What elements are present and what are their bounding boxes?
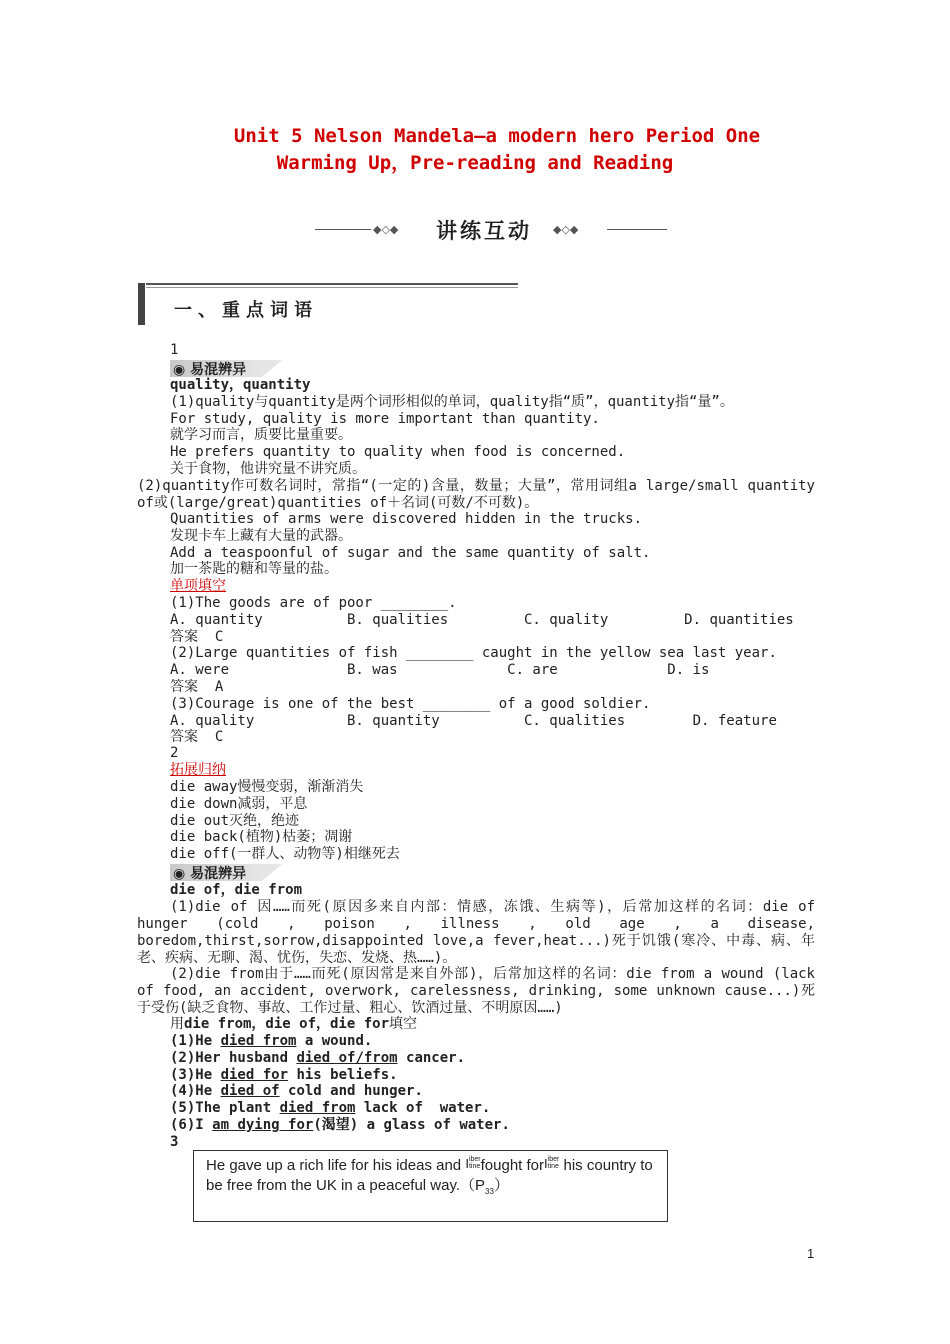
answer: died from (279, 1100, 356, 1117)
confusable-tag (170, 359, 290, 377)
ornament-icon: ◆◇◆ (373, 223, 399, 236)
ruby-mark: I iber tine (465, 1156, 481, 1171)
phrase-line: die off(一群人、动物等)相继死去 (170, 846, 400, 863)
section-banner (315, 212, 667, 246)
title-line-2: Warming Up，Pre-reading and Reading (276, 152, 674, 174)
text-line: A. were B. was C. are D. is (170, 662, 710, 679)
text-line: 单项填空 (170, 578, 226, 595)
text-line: 就学习而言，质要比量重要。 (170, 427, 352, 444)
confusable-tag (170, 863, 290, 881)
text-line: Add a teaspoonful of sugar and the same quantity of salt. (170, 544, 651, 561)
fill-item: (6)I am dying for(渴望) a glass of water. (170, 1117, 510, 1133)
item-number: 1 (170, 342, 179, 358)
text-line: (3)Courage is one of the best ________ of a good soldier. (170, 695, 651, 712)
paragraph: (1)die of 因……而死(原因多来自内部：情感，冻饿、生病等)，后常加这样的名词：die of hunger (cold , poison , illness , old age , a disease, boredom,thirst,sorrow,disappointed love,a fever,heat...)死于饥饿(寒冷、中毒、病、年老、疾病、无聊、渴、忧伤，失恋、发烧、热……)。 (137, 899, 815, 966)
fill-instruction: 用die from，die of，die for填空 (170, 1016, 418, 1032)
phrase-line: die down减弱，平息 (170, 795, 308, 812)
text-line: (1)The goods are of poor ________. (170, 595, 457, 611)
fill-item: (2)Her husband died of/from cancer. (170, 1049, 466, 1066)
text-line: quality，quantity (170, 377, 311, 393)
answer: died of (220, 1083, 280, 1100)
paragraph: (2)die from由于……而死(原因常是来自外部)，后常加这样的名词：die from a wound (lack of food, an accident, overwork, carelessness, drinking, some unknown cause...)死于受伤(缺乏食物、事故、工作过量、粗心、饮酒过量、不明原因……) (137, 966, 815, 1016)
title-line-1: Unit 5 Nelson Mandela—a modern hero Period One (233, 125, 761, 147)
text-line: Quantities of arms were discovered hidden in the trucks. (170, 511, 643, 527)
fill-item: (1)He died from a wound. (170, 1033, 373, 1049)
fill-item: (5)The plant died from lack of water. (170, 1100, 491, 1117)
text-line: 答案 C (170, 628, 224, 645)
text-line: A. quality B. quantity C. qualities D. feature (170, 712, 777, 729)
answer: died of/from (296, 1049, 398, 1066)
section-title: 一、重点词语 (174, 300, 318, 321)
answer: died from (220, 1033, 297, 1049)
answer: died for (220, 1066, 289, 1083)
text-line: He prefers quantity to quality when food is concerned. (170, 444, 626, 461)
tag-label: 易混辨异 (190, 866, 247, 882)
expand-heading: 拓展归纳 (170, 762, 226, 778)
bullet-icon: ◉ (173, 362, 186, 378)
text-line: A. quantity B. qualities C. quality D. quantities (170, 611, 794, 628)
quote-box (193, 1150, 668, 1222)
text-line: 关于食物，他讲究量不讲究质。 (170, 461, 366, 477)
phrase-line: die back(植物)枯萎；凋谢 (170, 829, 353, 846)
text-line: 答案 C (170, 729, 224, 746)
item-number: 2 (170, 745, 179, 761)
tag-label: 易混辨异 (190, 362, 247, 378)
ornament-icon: ◆◇◆ (553, 223, 579, 236)
paragraph: (2)quantity作可数名词时，常指“(一定的)含量，数量；大量”，常用词组a large/small quantity of或(large/great)quantities of＋名词(可数/不可数)。 (137, 478, 815, 511)
phrase-line: die out灭绝，绝迹 (170, 812, 300, 829)
fill-item: (4)He died of cold and hunger. (170, 1083, 423, 1100)
section-heading (138, 283, 518, 325)
text-line: 答案 A (170, 679, 224, 695)
die-heading: die of，die from (170, 882, 303, 898)
quote-text: He gave up a rich life for his ideas and I iber tine fought forI iber tine his country to be free from the UK in a peaceful $way.(P_{33})$ (206, 1156, 653, 1196)
item-number: 3 (170, 1134, 179, 1150)
text-line: For study, quality is more important than quantity. (170, 410, 600, 427)
bullet-icon: ◉ (173, 866, 186, 882)
phrase-line: die away慢慢变弱，渐渐消失 (170, 779, 364, 795)
page-number: 1 (807, 1246, 815, 1261)
text-line: (2)Large quantities of fish ________ caught in the yellow sea last year. (170, 645, 777, 662)
text-line: 加一茶匙的糖和等量的盐。 (170, 561, 338, 578)
answer: am dying for (212, 1117, 314, 1133)
text-line: 发现卡车上藏有大量的武器。 (170, 527, 352, 544)
text-line: (1)quality与quantity是两个词形相似的单词，quality指“质”，quantity指“量”。 (170, 393, 734, 410)
banner-title: 讲练互动 (436, 219, 532, 243)
fill-item: (3)He died for his beliefs. (170, 1066, 398, 1083)
